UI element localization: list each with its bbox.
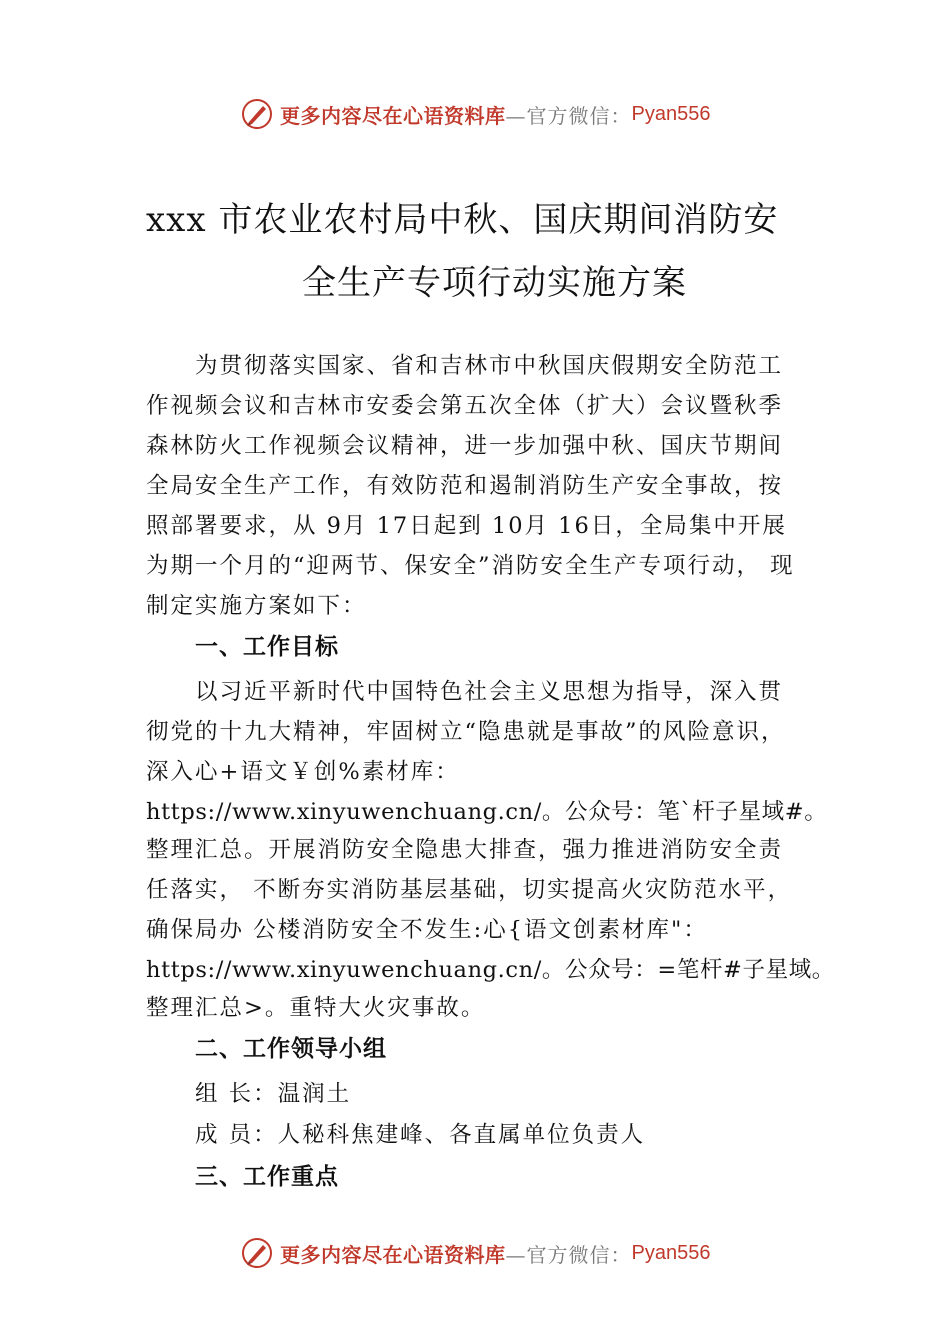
section-heading-goals: 一、工作目标	[195, 634, 339, 660]
paragraph-line: 为期一个月的“迎两节、保安全”消防安全生产专项行动， 现	[146, 553, 795, 579]
members-line: 成 员：人秘科焦建峰、各直属单位负责人	[195, 1122, 646, 1148]
paragraph-line: 任落实， 不断夯实消防基层基础，切实提高火灾防范水平，	[146, 877, 793, 903]
paragraph-line: 整理汇总。开展消防安全隐患大排查，强力推进消防安全责	[146, 837, 784, 863]
paragraph-line: 全局安全生产工作，有效防范和遏制消防生产安全事故，按	[146, 473, 784, 499]
banner-text-wechat-label: —官方微信：	[505, 1242, 632, 1267]
pen-logo-icon	[240, 1236, 274, 1270]
banner-text-wechat-id: Pyan556	[631, 102, 711, 125]
paragraph-line: https://www.xinyuwenchuang.cn/。公众号：=笔杆#子星域。	[146, 957, 835, 983]
banner-text-wechat-label: —官方微信：	[505, 103, 632, 128]
watermark-banner-bottom	[240, 1233, 710, 1273]
paragraph-line: 为贯彻落实国家、省和吉林市中秋国庆假期安全防范工	[195, 353, 784, 379]
paragraph-line: 以习近平新时代中国特色社会主义思想为指导，深入贯	[195, 679, 784, 705]
paragraph-line: 彻党的十九大精神，牢固树立“隐患就是事故”的风险意识，	[146, 719, 786, 745]
section-heading-leadership: 二、工作领导小组	[195, 1036, 387, 1062]
banner-text-main: 更多内容尽在心语资料库	[280, 1242, 506, 1267]
paragraph-line: 照部署要求，从 9月 17日起到 10月 16日，全局集中开展	[146, 513, 787, 539]
paragraph-line: 深入心+语文￥创%素材库：	[146, 759, 460, 785]
paragraph-line: 制定实施方案如下：	[146, 593, 367, 619]
leader-line: 组 长：温润土	[195, 1081, 352, 1107]
document-title-line-1: xxx 市农业农村局中秋、国庆期间消防安	[146, 200, 779, 240]
section-heading-key-points: 三、工作重点	[195, 1164, 339, 1190]
paragraph-line: 森林防火工作视频会议精神，进一步加强中秋、国庆节期间	[146, 433, 784, 459]
document-title-line-2: 全生产专项行动实施方案	[302, 263, 687, 303]
paragraph-line: 作视频会议和吉林市安委会第五次全体（扩大）会议暨秋季	[146, 393, 784, 419]
paragraph-line: 确保局办 公楼消防安全不发生:心{语文创素材库"：	[146, 917, 708, 943]
pen-logo-icon	[240, 97, 274, 131]
banner-text-main: 更多内容尽在心语资料库	[280, 103, 506, 128]
banner-text-wechat-id: Pyan556	[631, 1241, 711, 1264]
watermark-banner-top	[240, 94, 710, 134]
paragraph-line: https://www.xinyuwenchuang.cn/。公众号：笔`杆子星域#。	[146, 799, 828, 825]
paragraph-line: 整理汇总>。重特大火灾事故。	[146, 995, 486, 1021]
